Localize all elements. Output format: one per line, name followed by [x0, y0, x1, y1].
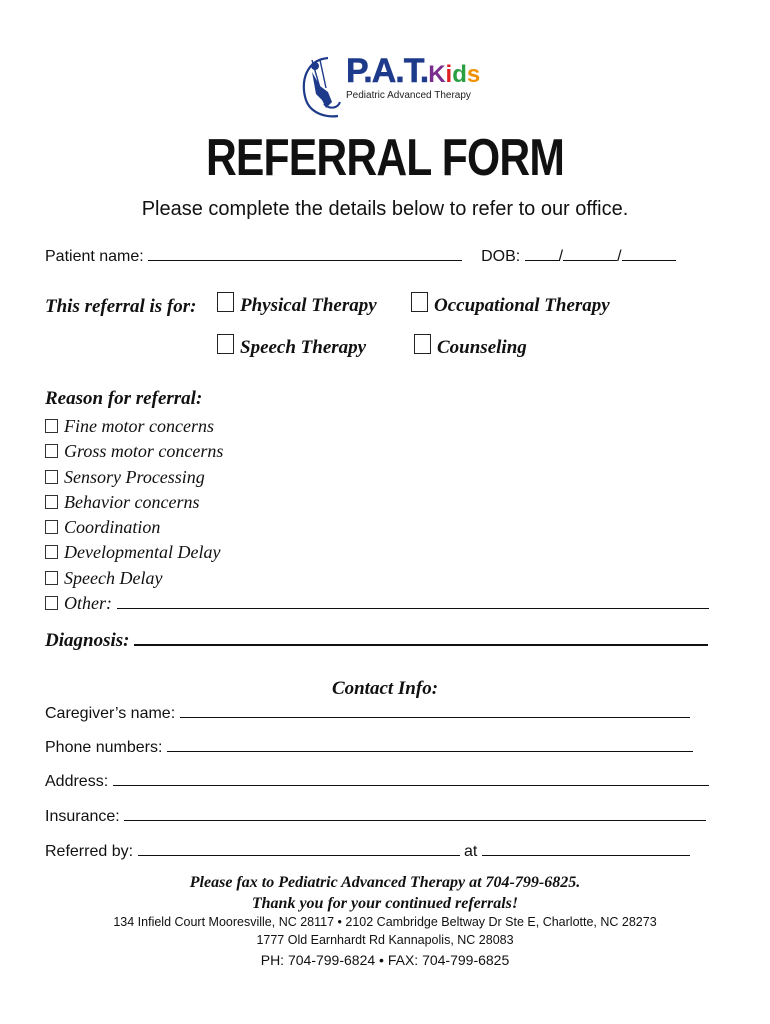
caregiver-field[interactable] [180, 703, 690, 718]
checkbox[interactable] [45, 520, 58, 534]
dob-label: DOB: [481, 248, 521, 265]
address-line-1: 134 Infield Court Mooresville, NC 28117 • 2102 Cambridge Beltway Dr Ste E, Charlotte, NC 28273 [113, 915, 657, 929]
at-label: at [463, 843, 478, 860]
referred-by-label: Referred by: [45, 843, 134, 860]
address-line-2: 1777 Old Earnhardt Rd Kannapolis, NC 28083 [256, 933, 514, 947]
dob-year-field[interactable] [622, 246, 676, 261]
reason-item-behavior[interactable]: Behavior concerns [45, 490, 709, 515]
reason-item-developmental[interactable]: Developmental Delay [45, 540, 709, 565]
checkbox[interactable] [45, 596, 58, 610]
checkbox[interactable] [217, 292, 234, 312]
referred-at-field[interactable] [482, 841, 690, 856]
page-subtitle: Please complete the details below to refer to our office. [141, 198, 629, 220]
checkbox[interactable] [45, 495, 58, 509]
brand-pat: P.A.T. [346, 52, 429, 90]
logo [298, 52, 481, 122]
patient-name-field[interactable] [148, 246, 462, 261]
checkbox[interactable] [414, 334, 431, 354]
contact-heading: Contact Info: [331, 678, 439, 699]
diagnosis-label: Diagnosis: [45, 630, 130, 651]
checkbox[interactable] [411, 292, 428, 312]
logo-tagline: Pediatric Advanced Therapy [346, 90, 471, 101]
reason-item-coordination[interactable]: Coordination [45, 515, 709, 540]
option-occupational-therapy[interactable]: Occupational Therapy [411, 292, 610, 317]
dob-separator: / [617, 248, 622, 265]
phone-field[interactable] [167, 737, 693, 752]
diagnosis-field[interactable] [134, 630, 708, 646]
reason-item-sensory[interactable]: Sensory Processing [45, 465, 709, 490]
option-physical-therapy[interactable]: Physical Therapy [217, 292, 377, 317]
address-row [45, 771, 709, 791]
phone-row [45, 737, 693, 757]
reason-item-fine-motor[interactable]: Fine motor concerns [45, 414, 709, 439]
option-speech-therapy[interactable]: Speech Therapy [217, 334, 366, 359]
referred-by-field[interactable] [138, 841, 460, 856]
checkbox[interactable] [45, 545, 58, 559]
caregiver-row [45, 703, 690, 723]
insurance-label: Insurance: [45, 808, 120, 825]
reason-list [45, 414, 709, 616]
referred-by-row [45, 841, 690, 861]
reason-heading: Reason for referral: [45, 388, 203, 409]
checkbox[interactable] [45, 571, 58, 585]
phone-fax-line: PH: 704-799-6824 • FAX: 704-799-6825 [260, 952, 510, 968]
caregiver-label: Caregiver’s name: [45, 705, 176, 722]
brand-kids: Kids [428, 61, 481, 88]
patient-row [45, 246, 676, 266]
checkbox[interactable] [45, 419, 58, 433]
address-label: Address: [45, 773, 109, 790]
page-title: REFERRAL FORM [205, 129, 565, 187]
thanks-line: Thank you for your continued referrals! [251, 895, 519, 912]
reason-item-gross-motor[interactable]: Gross motor concerns [45, 439, 709, 464]
insurance-row [45, 806, 706, 826]
dob-month-field[interactable] [525, 246, 559, 261]
reason-item-speech-delay[interactable]: Speech Delay [45, 566, 709, 591]
address-field[interactable] [113, 771, 709, 786]
insurance-field[interactable] [124, 806, 706, 821]
checkbox[interactable] [217, 334, 234, 354]
checkbox[interactable] [45, 444, 58, 458]
other-field[interactable] [117, 594, 709, 609]
checkbox[interactable] [45, 470, 58, 484]
referral-for-label: This referral is for: [45, 296, 197, 317]
dob-separator: / [558, 248, 564, 265]
option-counseling[interactable]: Counseling [414, 334, 527, 359]
dob-day-field[interactable] [563, 246, 617, 261]
phone-label: Phone numbers: [45, 739, 163, 756]
reason-item-other[interactable]: Other: [45, 591, 709, 616]
patient-name-label: Patient name: [45, 248, 144, 265]
diagnosis-row [45, 630, 708, 652]
fax-instructions: Please fax to Pediatric Advanced Therapy at 704-799-6825. [189, 874, 581, 891]
